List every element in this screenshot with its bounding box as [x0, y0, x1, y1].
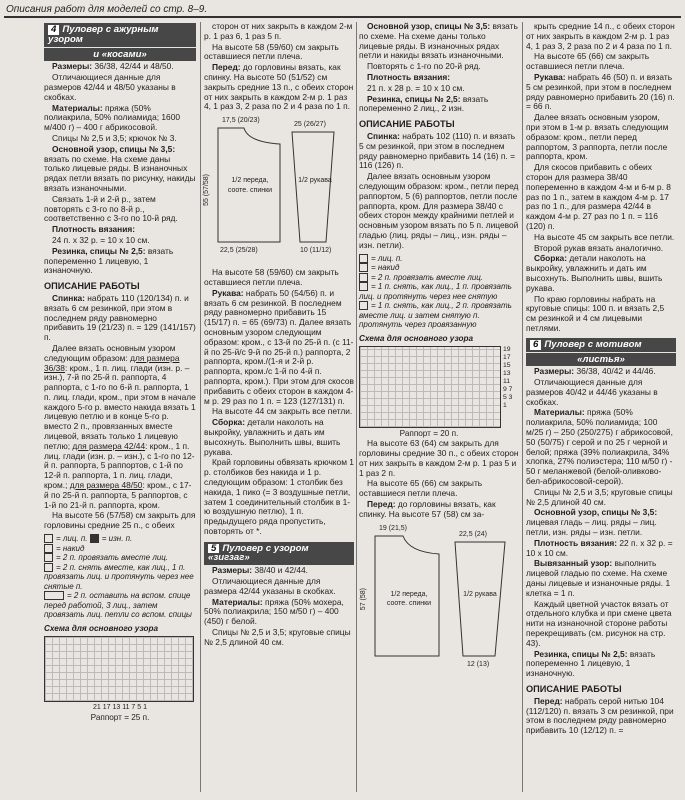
sizes-label: Размеры:: [212, 565, 253, 576]
column-divider: [200, 22, 201, 792]
sizes-text: 38/40 и 42/44.: [254, 565, 309, 576]
density-label: Плотность вязания:: [367, 71, 451, 82]
front-label-diagram: 1/2 переда, сооте. спинки: [227, 177, 273, 194]
pattern-diagram: [359, 522, 519, 672]
legend-item: [359, 282, 519, 301]
scheme-wrapper: [359, 346, 519, 428]
density-label: Плотность вязания:: [52, 224, 136, 235]
dim-label: 22,5 (24): [459, 530, 488, 538]
legend-text: = накид: [371, 263, 400, 273]
density-text: 22 п. х 32 р. = 10 х 10 см.: [526, 537, 673, 558]
dim-label: 17,5 (20/23): [222, 117, 260, 125]
sleeve-label-diagram: 1/2 рукава: [298, 177, 332, 185]
section-title-4: [44, 23, 196, 47]
text-4: Второй рукав вязать аналогично.: [534, 242, 664, 253]
legend-item: [44, 544, 196, 554]
pattern-text: вязать по схеме. На схеме даны только лицевые ряды. В изнаночных рядах петли и накиды вязать изнаночными.: [359, 21, 518, 61]
density-text: 24 п. х 32 р. = 10 х 10 см.: [52, 234, 150, 245]
needles-text: Спицы № 2,5 и 3,5; крючок № 3.: [52, 132, 177, 143]
scheme-rapport: Раппорт = 25 п.: [90, 713, 150, 723]
dim-label: 55 (57/58): [203, 174, 210, 207]
assembly-text: детали наколоть на выкройку, увлажнить и дать им высохнуть. Выполнить швы, вшить рукава.: [526, 253, 663, 293]
back-text-2: Далее вязать основным узором следующим образом:: [44, 342, 176, 363]
scheme-numbers: 21 17 13 11 7 5 1: [93, 704, 147, 712]
legend-item: [359, 301, 519, 330]
legend-text: = 2 п. провязать вместе лиц.: [56, 553, 169, 563]
back-text-4: : кром., 1 п. лиц. глади (изн. р. – изн.), с 1-го по 12-й п. раппорта, 5 раппортов, с 1-й по 12-й п. раппорта, 1 п. лиц. глади, кром.;: [44, 440, 195, 491]
rib-text: вязать попеременно 2 лиц., 2 изн.: [359, 93, 489, 114]
assembly-label: Сборка:: [212, 417, 245, 428]
section-title-text: Пуловер с узором «зигзаг»: [208, 542, 309, 564]
text-2: На высоте 58 (59/60) см закрыть оставшиеся петли плеча.: [204, 41, 339, 62]
sleeves-label: Рукава:: [212, 287, 244, 298]
sleeves-text-3: Для скосов прибавить с обеих сторон для размера 38/40 попеременно в каждом 4-м и 6-м р. 8 раз по 1 п., затем в каждом 4-м р. 17 раз по 1 п., для размера 42/44 в каждом 4-м р. 27 раз по 1 п. = 116 (120) п.: [526, 162, 671, 231]
front-label: Перед:: [534, 695, 563, 706]
needles-text: Спицы № 2,5 и 3,5; круговые спицы № 2,5 длиной 40 см.: [204, 627, 351, 647]
sleeves-text: набрать 46 (50) п. и вязать 5 см резинкой, при этом в последнем ряду равномерно прибавить 20 (16) п. = 66 п.: [526, 71, 675, 112]
section-number: 4: [48, 25, 59, 35]
rib-label: Резинка, спицы № 2,5:: [52, 245, 146, 256]
motif-text: выполнить лицевой гладью по схеме. На схеме даны лицевые и изнаночные ряды. 1 клетка = 1 п.: [526, 558, 671, 598]
motif-label: Вывязанный узор:: [534, 558, 613, 569]
back-label: Спинка:: [52, 292, 85, 303]
motif-text-2: Каждый цветной участок вязать от отдельного клубка и при смене цвета нити на изнаночной стороне работы перекрещивать (см. рисунок на стр. 43).: [526, 598, 672, 648]
text-3: На высоте 63 (64) см закрыть для горловины средние 30 п., с обеих сторон от них закрыть в каждом 2-м р. 1 раз 5 и 1 раз 2 п.: [359, 438, 519, 478]
pattern-label: Основной узор, спицы № 3,5:: [367, 21, 491, 31]
front-text: набрать серой нитью 104 (112/120) п. вязать 3 см резинкой, при этом в последнем ряду равномерно прибавить 10 (12/12) п. =: [526, 695, 674, 736]
legend-item: [44, 591, 196, 620]
legend-text: = изн. п.: [101, 534, 133, 544]
section-subtitle: и «косами»: [44, 48, 196, 62]
skp-icon: [359, 282, 368, 291]
pattern-text-2: Повторять с 1-го по 20-й ряд.: [367, 61, 481, 72]
pattern-label: Основной узор, спицы № 3,5:: [52, 143, 176, 154]
column-4: [526, 22, 676, 792]
sk2p-icon: [359, 301, 368, 310]
section-number: 6: [530, 340, 541, 350]
header-rule: [4, 16, 681, 18]
legend-text: = лиц. п.: [371, 253, 403, 263]
text-4: На высоте 44 см закрыть все петли.: [212, 406, 353, 417]
materials-label: Материалы:: [52, 102, 103, 113]
density-text: 21 п. х 28 р. = 10 х 10 см.: [367, 82, 465, 93]
back-text-3: : кром., 1 п. лиц. глади (изн. р. – изн.), 7-й по 25-й п. раппорта, 4 раппорта, с 1-го по 6-й п. раппорта, 1 п. лиц. глади, кром., при этом в начале каждого 5-го р. вместо накида вязать 1 лицевую петлю и в конце 5-го р. вместо 2 п., провязанных вместе лицевой, вязать только 1 лицевую петлю;: [44, 362, 196, 451]
pattern-text: лицевая гладь – лиц. ряды – лиц. петли, изн. ряды – изн. петли.: [526, 517, 657, 538]
legend-item: [359, 254, 519, 264]
rib-text: вязать попеременно 1 лицевую, 1 изнаночную.: [526, 648, 656, 679]
section-title-6: [526, 338, 676, 352]
purl-symbol-icon: [90, 534, 99, 543]
legend-item: [44, 534, 196, 544]
section-title-5: [204, 542, 354, 566]
materials-text: пряжа (50% мохера, 50% полиакрила; 150 м/50 г) – 400 (450) г белой.: [204, 596, 344, 627]
legend-text: = накид: [56, 543, 85, 553]
rib-label: Резинка, спицы № 2,5:: [367, 93, 461, 104]
column-2: [204, 22, 354, 792]
pattern-text-2: Связать 1-й и 2-й р., затем повторять с 3-го по 8-й р., соответственно с 3-го по 10-й ряд.: [44, 193, 178, 224]
back-text: набрать 110 (120/134) п. и вязать 6 см резинкой, при этом в последнем ряду равномерно прибавить 19 (21/23) п. = 129 (141/157) п.: [44, 292, 196, 343]
sizes-note: Отличающиеся данные для размера 42/44 указаны в скобках.: [204, 576, 336, 596]
section-title-text: Пуловер с ажурным узором: [48, 24, 159, 45]
sizes-text: 36/38, 40/42 и 44/46.: [576, 366, 656, 377]
size-36-38: для размера 36/38: [44, 352, 180, 373]
back-text-2: Далее вязать основным узором следующим образом: кром., петли перед раппортом, 5 (6) раппортов, петли после раппорта, кром. Для размера 38/40 с обеих сторон между крайними петлей и основным узором вязать по 5 п. лицевой гладью (лиц. ряды – лиц., изн. ряды – изн. петли).: [359, 171, 519, 250]
assembly-text-2: Край горловины обвязать крючком 1 р. столбиков без накида и 1 р. следующим образом: 1 столбик без накида, 1 пико (= 3 воздушные петли, затем 1 соединительный столбик в 1-ю воздушную петлю), 1 п. предыдущего ряда пропустить, повторять от *.: [204, 457, 354, 536]
sizes-text: 36/38, 42/44 и 48/50.: [94, 61, 174, 72]
legend-text: = 2 п. провязать вместе лиц.: [371, 272, 484, 282]
knit-symbol-icon: [359, 254, 368, 263]
materials-label: Материалы:: [212, 596, 263, 607]
legend-text: = лиц. п.: [56, 534, 88, 544]
dim-label: 12 (13): [467, 660, 490, 668]
scheme-caption: Схема для основного узора: [44, 623, 159, 633]
front-text: до горловины вязать, как спинку. На высоте 57 (58) см за-: [359, 498, 496, 519]
text-1: сторон от них закрыть в каждом 2-м р. 1 раз 6, 1 раз 5 п.: [204, 21, 353, 41]
sleeve-outline: [292, 132, 334, 242]
needles-text: Спицы № 2,5 и 3,5; круговые спицы № 2,5 длиной 40 см.: [526, 486, 673, 507]
legend-item: [44, 553, 196, 563]
sleeves-text: набрать 50 (54/56) п. и вязать 6 см резинкой. В последнем ряду равномерно прибавить 15 (15/17) п. = 65 (69/73) п. Далее вязать основным узором следующим образом: кром., с 13-й по 25-й п. (с 11-й по 25-й/с 9-й по 25-й п.) раппорта, 2 раппорта, кром./(1-я и 2-й р. раппорта, кром./с 1-й по 4-й п. раппорта, кром.). При этом для скосов прибавить с обеих сторон в каждом 4-м р. 29 раз по 1 п. = 123 (127/131) п.: [204, 287, 354, 406]
assembly-text-2: По краю горловины набрать на круговые спицы: 100 п. и вязать 2,5 см резинкой и 4 см лицевыми петлями.: [526, 293, 665, 333]
legend-text: = 2 п. снять вместе, как лиц., 1 п. провязать лиц. и протянуть через нее снятые п.: [44, 562, 194, 591]
front-label: Перед:: [367, 498, 396, 509]
k2tog-icon: [44, 553, 53, 562]
size-42-44: для размера 42/44: [72, 440, 146, 451]
column-3: [359, 22, 519, 792]
legend-item: [359, 273, 519, 283]
cable-icon: [44, 591, 64, 600]
legend-item: [44, 563, 196, 592]
legend: [44, 534, 196, 620]
materials-label: Материалы:: [534, 407, 585, 418]
density-label: Плотность вязания:: [534, 537, 618, 548]
sizes-note: Отличающиеся данные для размеров 40/42 и 44/46 указаны в скобках.: [526, 377, 658, 407]
sizes-label: Размеры:: [534, 366, 575, 377]
work-title: ОПИСАНИЕ РАБОТЫ: [359, 119, 455, 130]
back-label: Спинка:: [367, 130, 400, 141]
text-3: На высоте 58 (59/60) см закрыть оставшиеся петли плеча.: [204, 267, 339, 287]
scheme-caption: Схема для основного узора: [359, 333, 474, 343]
text-2: На высоте 65 (66) см закрыть оставшиеся петли плеча.: [526, 51, 650, 72]
dim-label: 25 (26/27): [294, 121, 326, 129]
sleeves-label: Рукава:: [534, 71, 566, 82]
section-number: 5: [208, 544, 219, 554]
sizes-note: Отличающиеся данные для размеров 42/44 и 48/50 указаны в скобках.: [44, 72, 176, 102]
pattern-diagram: [204, 114, 354, 264]
rib-label: Резинка, спицы № 2,5:: [534, 648, 628, 659]
sleeves-text-2: Далее вязать основным узором, при этом в 1-м р. вязать следующим образом: кром., петли перед раппортом, 3 раппорта, петли после раппорта, кром.: [526, 112, 669, 162]
sleeve-label-diagram: 1/2 рукава: [463, 590, 497, 598]
legend-text: = 1 п. снять, как лиц., 2 п. провязать вместе лиц. и затем снятую п. протянуть через провязанную: [359, 301, 512, 330]
assembly-label: Сборка:: [534, 253, 567, 264]
sizes-label: Размеры:: [52, 61, 93, 72]
yarn-over-icon: [359, 263, 368, 272]
materials-text: пряжа (50% полиакрила, 50% полиамида; 1600 м/400 г) – 400 г абрикосовой.: [44, 102, 181, 133]
work-title: ОПИСАНИЕ РАБОТЫ: [526, 684, 622, 694]
work-title: ОПИСАНИЕ РАБОТЫ: [44, 281, 140, 292]
assembly-text: детали наколоть на выкройку, увлажнить и дать им высохнуть. Выполнить швы, вшить рукава.: [204, 417, 341, 457]
running-header: Описания работ для моделей со стр. 8–9.: [6, 4, 208, 15]
materials-text: пряжа (50% полиакрила, 50% полиамида; 100 м/25 г) – 250 (250/275) г абрикосовой, 50 (50/75) г серой и по 25 г черной и белой; пряжа (39% полиакрила, 34% хлопка, 27% полиэстера; 110 м/50 г) - 50 г меланжевой (белой-оливково-бел-абрикосовой-серой).: [526, 407, 673, 487]
k2tog-icon: [359, 273, 368, 282]
text-1: крыть средние 14 п., с обеих сторон от них закрыть в каждом 2-м р. 1 раз 4, 1 раз 3, 2 раза по 2 и 4 раза по 1 п.: [526, 21, 675, 51]
dim-label: 19 (21,5): [379, 524, 408, 532]
knitting-chart: [359, 346, 501, 428]
legend-text: = 2 п. оставить на вспом. спице перед работой, 3 лиц., затем провязать лиц. петли со вспом. спицы: [44, 591, 192, 620]
pattern-text: вязать по схеме. На схеме даны только лицевые ряды. В изнаночных рядах петли вязать по рисунку, накиды вязать изнаночными.: [44, 153, 196, 193]
pattern-label: Основной узор, спицы № 3,5:: [534, 507, 658, 518]
text-4: На высоте 65 (66) см закрыть оставшиеся петли плеча.: [359, 478, 483, 499]
dim-label: 57 (58): [360, 587, 367, 610]
front-label: Перед:: [212, 62, 241, 73]
size-48-50: для размера 48/50: [69, 480, 143, 491]
back-text-5: : кром., с 17-й по 25-й п. раппорта, 5 раппортов, с 1-й по 21-й п. раппорта, кром.: [44, 480, 192, 510]
section-title-text: Пуловер с мотивом: [544, 338, 642, 350]
sk2p-icon: [44, 563, 53, 572]
knitting-chart: [44, 636, 194, 702]
knit-symbol-icon: [44, 534, 53, 543]
back-text: набрать 102 (110) п. и вязать 5 см резинкой, при этом в последнем ряду равномерно прибавить 14 (16) п. = 116 (126) п.: [359, 130, 516, 171]
scheme-row-numbers: 19 17 15 13 11 9 7 5 3 1: [503, 346, 513, 410]
back-text-6: На высоте 56 (57/58) см закрыть для горловины средние 25 п., с обеих: [44, 510, 196, 531]
legend-text: = 1 п. снять, как лиц., 1 п. провязать лиц. и протянуть через нее снятую: [359, 282, 512, 301]
front-text: до горловины вязать, как спинку. На высоте 50 (51/52) см закрыть средние 13 п., с обеих сторон от них закрыть в каждом 2-м р. 1 раз 4, 1 раз 3, 2 раза по 2 и 4 раза по 1 п.: [204, 62, 354, 112]
dim-label: 22,5 (25/28): [220, 247, 258, 255]
legend: [359, 254, 519, 330]
text-3: На высоте 45 см закрыть все петли.: [534, 231, 675, 242]
section-subtitle: «листья»: [526, 353, 676, 367]
legend-item: [359, 263, 519, 273]
scheme-rapport: Раппорт = 20 п.: [399, 429, 459, 439]
column-divider: [356, 22, 357, 792]
column-divider: [522, 22, 523, 792]
yarn-over-icon: [44, 544, 53, 553]
column-1: [44, 22, 196, 792]
dim-label: 10 (11/12): [300, 247, 332, 255]
rib-text: вязать попеременно 1 лицевую, 1 изнаночную.: [44, 245, 174, 276]
front-label-diagram: 1/2 переда, сооте. спинки: [386, 590, 432, 608]
